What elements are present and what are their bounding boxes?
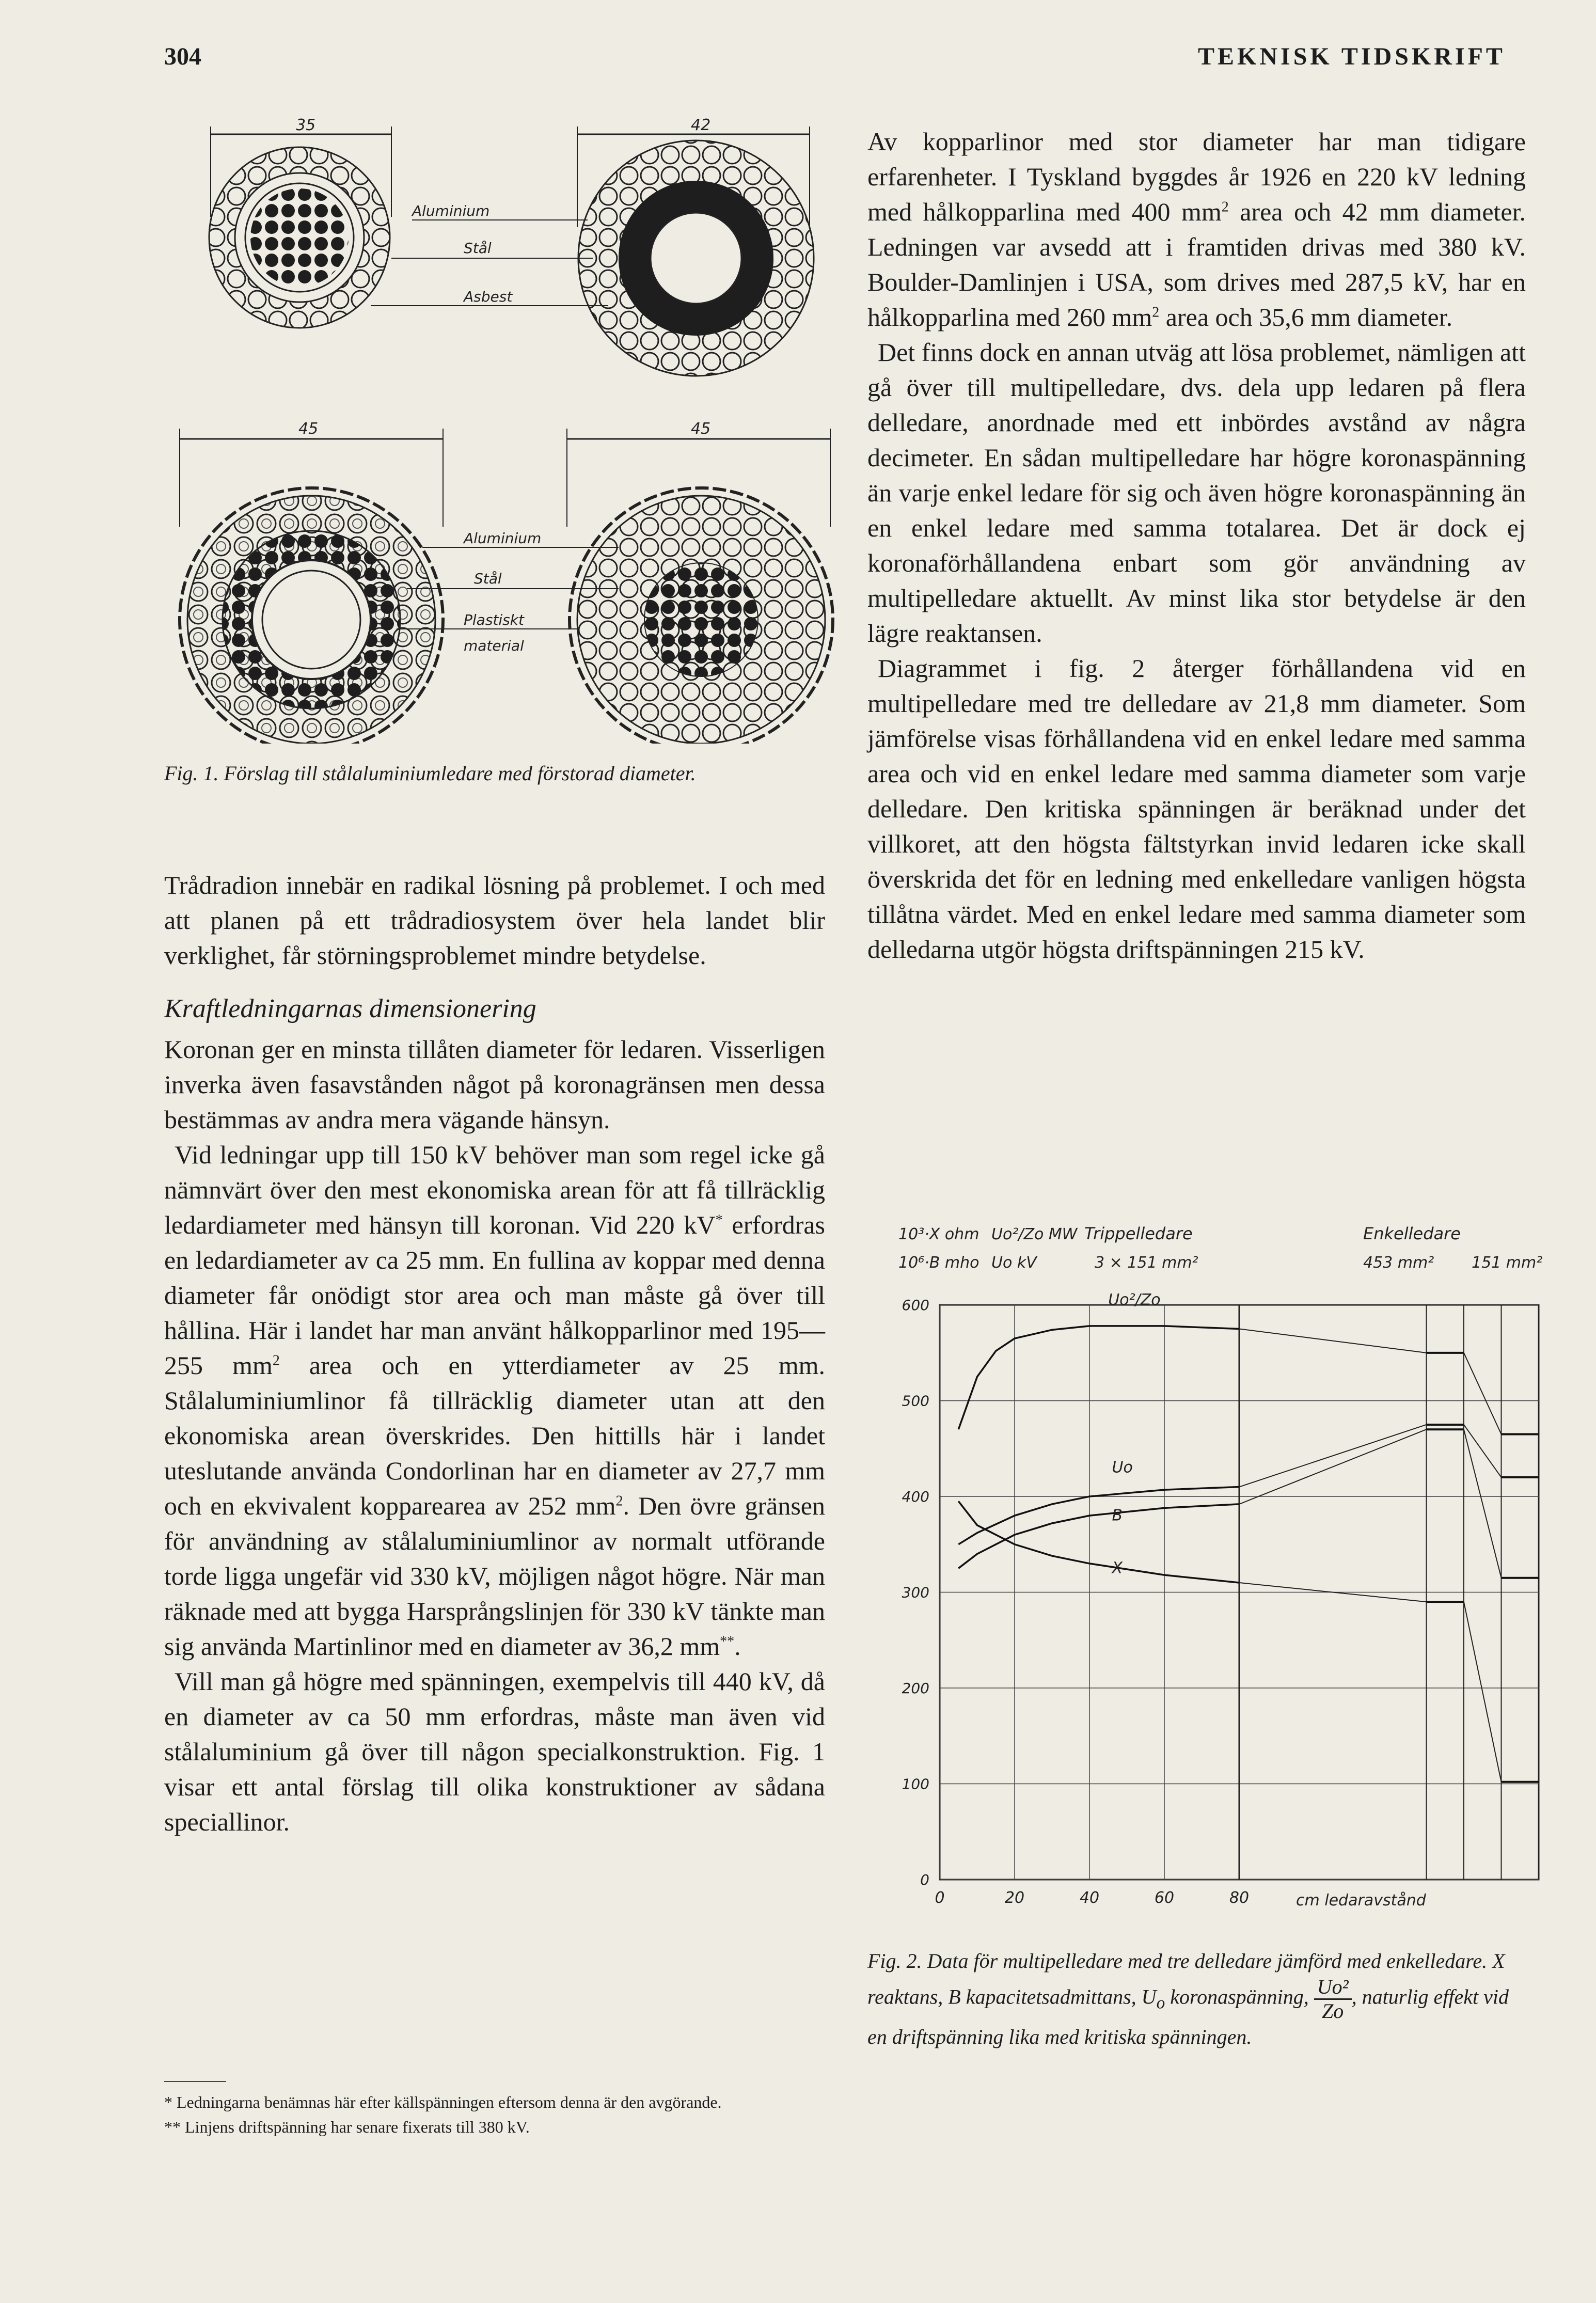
svg-text:Stål: Stål — [474, 570, 502, 587]
header-enkel-453: 453 mm² — [1363, 1254, 1434, 1272]
y-tick-label: 400 — [902, 1488, 929, 1506]
y-tick-label: 600 — [902, 1297, 929, 1314]
y-axis-label-right-1: Uo²/Zo MW — [991, 1225, 1078, 1243]
svg-text:Aluminium: Aluminium — [412, 202, 490, 219]
header-trippelledare: Trippelledare — [1084, 1224, 1193, 1243]
svg-text:Asbest: Asbest — [464, 288, 513, 305]
svg-text:Aluminium: Aluminium — [464, 530, 542, 547]
chart-header — [898, 1224, 1542, 1272]
footnote-ref-1: * — [715, 1212, 723, 1228]
series-label: B — [1112, 1506, 1123, 1525]
footnote-ref-2: ** — [720, 1633, 735, 1650]
y-tick-label: 300 — [902, 1584, 929, 1601]
figure-1 — [164, 103, 846, 744]
fraction: $\frac{\text{Uo²}}{Zo}$ — [1314, 1976, 1352, 2023]
footnote-2: ** Linjens driftspänning har senare fixerats till 380 kV. — [164, 2118, 530, 2136]
conductor-35 — [209, 116, 391, 328]
journal-title: TEKNISK TIDSKRIFT — [1198, 43, 1506, 70]
page-number: 304 — [164, 43, 201, 70]
right-paragraph-2: Det finns dock en annan utväg att lösa problemet, nämligen att gå över till multipelledare, dvs. dela upp ledaren på flera delledare, anordnade med ett inbördes avstånd av några decimeter. En sådan multipelledare har högre koronaspänning än varje enkel ledare för sig och även högre koronaspänning än en enkel ledare med samma totalarea. Det är dock ej koronaförhållandena enbart som gör användning av multipelledare aktuellt. Av minst lika stor betydelse är den lägre reaktansen. — [867, 338, 1526, 648]
y-axis-label-right-2: Uo kV — [991, 1254, 1037, 1272]
right-paragraph-1: Av kopparlinor med stor diameter har man tidigare erfarenheter. I Tyskland byggdes år 1926 en 220 kV ledning med hålkopparlina med 400 $mm^2$ area och 42 mm diameter. Ledningen var avsedd att i framtiden drivas med 380 kV. Boulder-Damlinjen i USA, som drives med 287,5 kV, har en hålkopparlina med 260 $mm^2$ area och 35,6 mm diameter. — [867, 127, 1526, 332]
left-paragraph-1: Trådradion innebär en radikal lösning på problemet. I och med att planen på ett trådradiosystem över hela landet blir verklighet, får störningsproblemet mindre betydelse. — [164, 871, 825, 970]
figure-2-chart — [867, 1208, 1549, 1921]
conductor-42 — [577, 116, 814, 376]
connector-line — [1464, 1602, 1502, 1782]
left-paragraph-4: Vill man gå högre med spänningen, exempelvis till 440 kV, då en diameter av ca 50 mm erfordras, måste man även vid stålaluminium gå över till någon specialkonstruktion. Fig. 1 visar ett antal förslag till olika konstruktioner av sådana speciallinor. — [164, 1667, 825, 1836]
left-paragraph-3: Vid ledningar upp till 150 kV behöver man som regel icke gå nämnvärt över den mest ekonomiska arean för att få tillräcklig ledardiameter med hänsyn till koronan. Vid 220 kV* erfordras en ledardiameter av ca 25 mm. En fullina av koppar med denna diameter får onödigt stor area och man måste gå över till hållina. Här i landet har man använt hålkopparlinor med 195—255 $mm^2$ area och en ytterdiameter av 25 mm. Stålaluminiumlinor få tillräcklig diameter utan att den ekonomiska arean överskrides. Den hittills här i landet uteslutande använda Condorlinan har en diameter av 27,7 mm och en ekvivalent kopparearea av 252 $mm^2$. Den övre gränsen för användning av stålaluminiumlinor av normalt utförande torde ligga ungefär vid 330 kV, möjligen något högre. När man räknade med att bygga Harsprångslinjen för 330 kV tänkte man sig använda Martinlinor med en diameter av 36,2 mm**. — [164, 1140, 825, 1661]
y-tick-label: 200 — [902, 1680, 929, 1697]
series-label: Uo²/Zo — [1108, 1291, 1161, 1310]
figure-1-caption: Fig. 1. Förslag till stålaluminiumledare med förstorad diameter. — [164, 762, 696, 785]
footnote-divider — [164, 2081, 226, 2082]
left-paragraph-2: Koronan ger en minsta tillåten diameter för ledaren. Visserligen inverka även fasavstånden något på koronagränsen men dessa bestämmas av andra mera vägande hänsyn. — [164, 1035, 825, 1134]
dim-42: 42 — [691, 116, 711, 134]
connector-line — [1239, 1429, 1427, 1504]
header-enkelledare: Enkelledare — [1363, 1224, 1461, 1243]
right-paragraph-3: Diagrammet i fig. 2 återger förhållandena vid en multipelledare med tre delledare av 21,8 mm diameter. Som jämförelse visas förhållandena vid en enkel ledare med samma area och vid en enkel ledare med samma diameter som varje delledare. Den kritiska spänningen är beräknad under det villkoret, att den högsta fältstyrkan invid ledaren icke skall överskrida det för en ledning med enkelledare vanligen högsta tillåtna värdet. Med en enkel ledare med samma diameter som delledarna utgör högsta driftspänningen 215 kV. — [867, 654, 1526, 964]
y-axis-label-left-1: 10³·X ohm — [898, 1225, 979, 1243]
connector-line — [1239, 1425, 1427, 1487]
series-label: X — [1112, 1559, 1123, 1578]
connector-line — [1464, 1353, 1502, 1434]
figure-2-caption: Fig. 2. Data för multipelledare med tre delledare jämförd med enkelledare. X reaktans, B kapacitetsadmittans, $U_o$ koronaspänning, $\frac{\text{Uo²}}{Zo}$ , naturlig effekt vid en driftspänning lika med kritiska spänningen. — [867, 1949, 1509, 2048]
x-tick-label: 40 — [1079, 1889, 1100, 1907]
y-tick-label: 500 — [902, 1392, 929, 1410]
dim-45-right: 45 — [691, 420, 711, 438]
y-tick-label: 0 — [920, 1871, 929, 1888]
x-axis-label: cm ledaravstånd — [1296, 1891, 1426, 1910]
series-label: Uo — [1112, 1458, 1133, 1477]
right-column — [867, 124, 1526, 967]
series-line-uo — [958, 1487, 1239, 1544]
svg-text:Plastiskt: Plastiskt — [464, 611, 524, 628]
svg-text:Stål: Stål — [464, 240, 492, 257]
x-tick-label: 80 — [1229, 1889, 1250, 1907]
x-tick-label: 20 — [1004, 1889, 1025, 1907]
left-column — [164, 867, 825, 1839]
section-heading: Kraftledningarnas dimensionering — [164, 994, 536, 1023]
footnote-1: * Ledningarna benämnas här efter källspänningen eftersom denna är den avgörande. — [164, 2093, 722, 2111]
header-enkel-151: 151 mm² — [1472, 1254, 1543, 1272]
series-line-uozo — [958, 1326, 1239, 1429]
top-labels — [371, 202, 608, 306]
x-tick-label: 60 — [1154, 1889, 1175, 1907]
footnotes — [164, 2091, 825, 2138]
header-trippel-area: 3 × 151 mm² — [1095, 1254, 1198, 1272]
conductor-45-left — [180, 420, 443, 744]
y-axis-label-left-2: 10⁶·B mho — [898, 1254, 979, 1272]
y-tick-label: 100 — [902, 1775, 929, 1793]
conductor-45-right — [567, 420, 833, 744]
x-tick-label: 0 — [935, 1889, 945, 1907]
svg-text:material: material — [464, 637, 524, 654]
dim-45-left: 45 — [298, 420, 319, 438]
dim-35: 35 — [296, 116, 316, 134]
connector-line — [1239, 1329, 1427, 1352]
